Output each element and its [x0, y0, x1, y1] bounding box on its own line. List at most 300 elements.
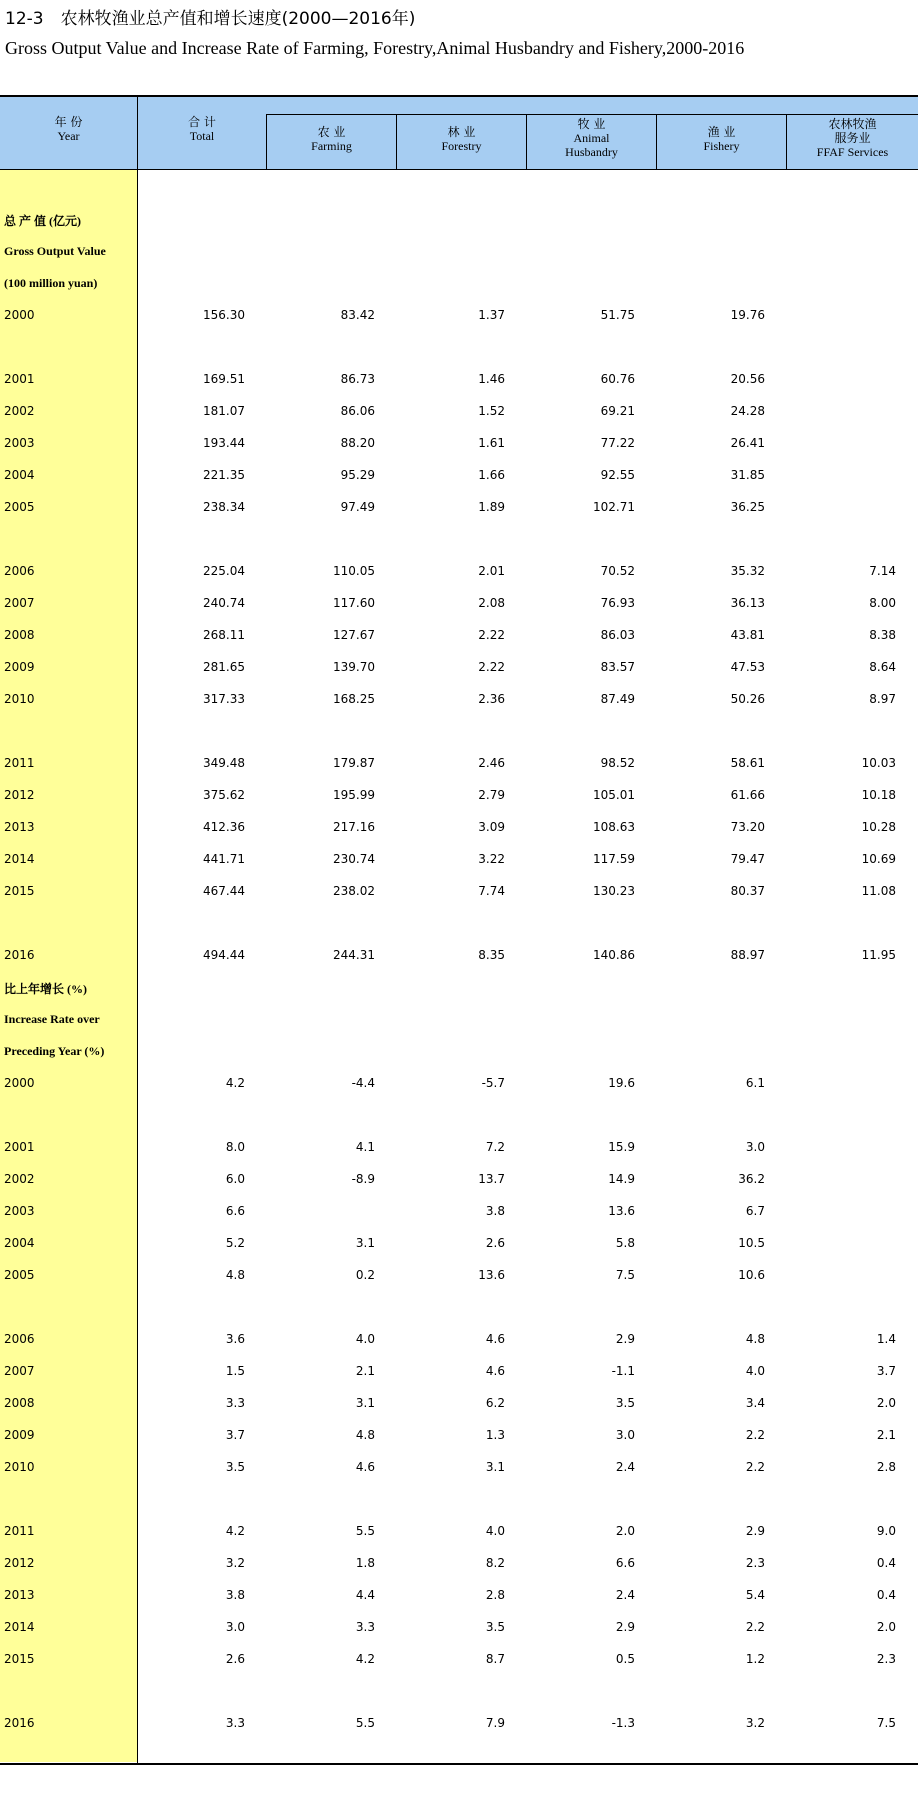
section-label: Preceding Year (%): [4, 1044, 105, 1058]
total-cell: 3.6: [225, 1332, 245, 1346]
animal-husbandry-cell: 2.9: [615, 1332, 635, 1346]
ffaf-services-cell: 11.08: [861, 884, 896, 898]
animal-husbandry-cell: 92.55: [600, 468, 635, 482]
table-row: [0, 1649, 918, 1669]
animal-husbandry-cell: 98.52: [600, 756, 635, 770]
header-animal-en-1: Animal: [573, 131, 610, 145]
total-cell: 494.44: [203, 948, 245, 962]
farming-cell: 4.4: [355, 1588, 375, 1602]
forestry-cell: 2.46: [478, 756, 505, 770]
table-row: [0, 561, 918, 581]
fishery-cell: 2.3: [745, 1556, 765, 1570]
total-cell: 6.6: [225, 1204, 245, 1218]
table-row: [0, 1169, 918, 1189]
year-label: 2003: [4, 436, 35, 450]
ffaf-services-cell: 2.0: [876, 1396, 896, 1410]
table-row: [0, 433, 918, 453]
year-label: 2014: [4, 852, 35, 866]
header-divider: [266, 114, 267, 169]
year-label: 2004: [4, 468, 35, 482]
ffaf-services-cell: 8.38: [869, 628, 896, 642]
forestry-cell: 4.0: [485, 1524, 505, 1538]
forestry-cell: 2.6: [485, 1236, 505, 1250]
fishery-cell: 20.56: [730, 372, 765, 386]
table-row: [0, 817, 918, 837]
animal-husbandry-cell: 51.75: [600, 308, 635, 322]
forestry-cell: 2.79: [478, 788, 505, 802]
ffaf-services-cell: 8.97: [869, 692, 896, 706]
section-label: 总 产 值 (亿元): [4, 214, 81, 228]
fishery-cell: 61.66: [730, 788, 765, 802]
year-label: 2002: [4, 404, 35, 418]
ffaf-services-cell: 10.18: [861, 788, 896, 802]
ffaf-services-cell: 7.14: [869, 564, 896, 578]
section-label-row: [0, 1009, 918, 1029]
fishery-cell: 79.47: [730, 852, 765, 866]
table-row: [0, 305, 918, 325]
farming-cell: 4.6: [355, 1460, 375, 1474]
section-label-row: [0, 209, 918, 229]
forestry-cell: 1.52: [478, 404, 505, 418]
total-cell: 2.6: [225, 1652, 245, 1666]
year-label: 2008: [4, 628, 35, 642]
year-label: 2003: [4, 1204, 35, 1218]
year-label: 2000: [4, 308, 35, 322]
ffaf-services-cell: 10.28: [861, 820, 896, 834]
animal-husbandry-cell: 0.5: [615, 1652, 635, 1666]
farming-cell: 127.67: [333, 628, 375, 642]
header-forestry: [397, 125, 526, 153]
farming-cell: 110.05: [333, 564, 375, 578]
forestry-cell: 6.2: [485, 1396, 505, 1410]
table-row: [0, 465, 918, 485]
fishery-cell: 3.2: [745, 1716, 765, 1730]
animal-husbandry-cell: 3.0: [615, 1428, 635, 1442]
year-label: 2009: [4, 1428, 35, 1442]
animal-husbandry-cell: 2.4: [615, 1588, 635, 1602]
fishery-cell: 2.2: [745, 1460, 765, 1474]
section-label-row: [0, 977, 918, 997]
table-row: [0, 1585, 918, 1605]
year-label: 2005: [4, 1268, 35, 1282]
total-cell: 3.2: [225, 1556, 245, 1570]
fishery-cell: 6.7: [745, 1204, 765, 1218]
farming-cell: 4.1: [355, 1140, 375, 1154]
animal-husbandry-cell: 13.6: [608, 1204, 635, 1218]
year-label: 2010: [4, 1460, 35, 1474]
table-bottom-rule: [0, 1763, 918, 1765]
forestry-cell: 8.7: [485, 1652, 505, 1666]
fishery-cell: 26.41: [730, 436, 765, 450]
header-ffaf-services: [787, 117, 918, 159]
forestry-cell: 1.61: [478, 436, 505, 450]
fishery-cell: 2.2: [745, 1428, 765, 1442]
table-row: [0, 1361, 918, 1381]
year-label: 2006: [4, 1332, 35, 1346]
forestry-cell: 1.3: [485, 1428, 505, 1442]
fishery-cell: 73.20: [730, 820, 765, 834]
animal-husbandry-cell: 105.01: [593, 788, 635, 802]
fishery-cell: 1.2: [745, 1652, 765, 1666]
animal-husbandry-cell: -1.1: [611, 1364, 635, 1378]
ffaf-services-cell: 2.0: [876, 1620, 896, 1634]
table-row: [0, 1201, 918, 1221]
table-row: [0, 753, 918, 773]
fishery-cell: 2.2: [745, 1620, 765, 1634]
fishery-cell: 80.37: [730, 884, 765, 898]
header-farming: [267, 125, 396, 153]
forestry-cell: 2.22: [478, 628, 505, 642]
header-services-en: FFAF Services: [816, 145, 889, 159]
forestry-cell: 13.6: [478, 1268, 505, 1282]
total-cell: 3.8: [225, 1588, 245, 1602]
fishery-cell: 36.13: [730, 596, 765, 610]
animal-husbandry-cell: 77.22: [600, 436, 635, 450]
animal-husbandry-cell: 76.93: [600, 596, 635, 610]
farming-cell: 5.5: [355, 1524, 375, 1538]
table-title-chinese: 12-3 农林牧渔业总产值和增长速度(2000—2016年): [5, 9, 416, 29]
farming-cell: 4.8: [355, 1428, 375, 1442]
table-row: [0, 401, 918, 421]
fishery-cell: 2.9: [745, 1524, 765, 1538]
year-label: 2015: [4, 884, 35, 898]
animal-husbandry-cell: 108.63: [593, 820, 635, 834]
fishery-cell: 58.61: [730, 756, 765, 770]
year-label: 2013: [4, 1588, 35, 1602]
table-row: [0, 657, 918, 677]
animal-husbandry-cell: 5.8: [615, 1236, 635, 1250]
animal-husbandry-cell: 14.9: [608, 1172, 635, 1186]
animal-husbandry-cell: 19.6: [608, 1076, 635, 1090]
year-label: 2007: [4, 1364, 35, 1378]
forestry-cell: 2.08: [478, 596, 505, 610]
animal-husbandry-cell: 86.03: [600, 628, 635, 642]
farming-cell: 88.20: [340, 436, 375, 450]
fishery-cell: 3.4: [745, 1396, 765, 1410]
animal-husbandry-cell: 69.21: [600, 404, 635, 418]
ffaf-services-cell: 2.8: [876, 1460, 896, 1474]
farming-cell: 1.8: [355, 1556, 375, 1570]
farming-cell: 3.3: [355, 1620, 375, 1634]
animal-husbandry-cell: -1.3: [611, 1716, 635, 1730]
farming-cell: 168.25: [333, 692, 375, 706]
total-cell: 3.3: [225, 1396, 245, 1410]
forestry-cell: 3.1: [485, 1460, 505, 1474]
table-title-english: Gross Output Value and Increase Rate of Farming, Forestry,Animal Husbandry and Fishery,2000-2016: [5, 38, 745, 58]
year-label: 2012: [4, 788, 35, 802]
total-cell: 281.65: [203, 660, 245, 674]
total-cell: 317.33: [203, 692, 245, 706]
year-label: 2015: [4, 1652, 35, 1666]
fishery-cell: 6.1: [745, 1076, 765, 1090]
section-label: Increase Rate over: [4, 1012, 100, 1026]
total-cell: 156.30: [203, 308, 245, 322]
header-divider: [656, 114, 657, 169]
animal-husbandry-cell: 70.52: [600, 564, 635, 578]
table-row: [0, 945, 918, 965]
ffaf-services-cell: 10.03: [861, 756, 896, 770]
forestry-cell: 2.36: [478, 692, 505, 706]
animal-husbandry-cell: 87.49: [600, 692, 635, 706]
table-row: [0, 1425, 918, 1445]
farming-cell: 179.87: [333, 756, 375, 770]
farming-cell: 83.42: [340, 308, 375, 322]
total-cell: 4.2: [225, 1524, 245, 1538]
farming-cell: 3.1: [355, 1396, 375, 1410]
header-year: [0, 115, 137, 143]
section-label: (100 million yuan): [4, 276, 98, 290]
farming-cell: 5.5: [355, 1716, 375, 1730]
farming-cell: 0.2: [355, 1268, 375, 1282]
year-label: 2010: [4, 692, 35, 706]
total-cell: 3.0: [225, 1620, 245, 1634]
forestry-cell: 3.8: [485, 1204, 505, 1218]
year-label: 2000: [4, 1076, 35, 1090]
forestry-cell: 2.8: [485, 1588, 505, 1602]
farming-cell: 97.49: [340, 500, 375, 514]
year-label: 2014: [4, 1620, 35, 1634]
header-year-cn: 年 份: [54, 115, 83, 129]
forestry-cell: 3.5: [485, 1620, 505, 1634]
animal-husbandry-cell: 6.6: [615, 1556, 635, 1570]
animal-husbandry-cell: 2.0: [615, 1524, 635, 1538]
ffaf-services-cell: 8.00: [869, 596, 896, 610]
table-row: [0, 593, 918, 613]
header-services-cn-1: 农林牧渔: [828, 117, 877, 131]
fishery-cell: 50.26: [730, 692, 765, 706]
total-cell: 5.2: [225, 1236, 245, 1250]
forestry-cell: 7.9: [485, 1716, 505, 1730]
animal-husbandry-cell: 102.71: [593, 500, 635, 514]
ffaf-services-cell: 0.4: [876, 1588, 896, 1602]
ffaf-services-cell: 10.69: [861, 852, 896, 866]
farming-cell: -8.9: [351, 1172, 375, 1186]
farming-cell: 2.1: [355, 1364, 375, 1378]
farming-cell: -4.4: [351, 1076, 375, 1090]
header-divider: [396, 114, 397, 169]
ffaf-services-cell: 1.4: [876, 1332, 896, 1346]
table-row: [0, 369, 918, 389]
total-cell: 221.35: [203, 468, 245, 482]
table-row: [0, 1329, 918, 1349]
total-cell: 4.2: [225, 1076, 245, 1090]
farming-cell: 139.70: [333, 660, 375, 674]
animal-husbandry-cell: 83.57: [600, 660, 635, 674]
forestry-cell: 2.22: [478, 660, 505, 674]
year-label: 2001: [4, 372, 35, 386]
year-label: 2008: [4, 1396, 35, 1410]
fishery-cell: 3.0: [745, 1140, 765, 1154]
ffaf-services-cell: 8.64: [869, 660, 896, 674]
forestry-cell: 8.35: [478, 948, 505, 962]
animal-husbandry-cell: 117.59: [593, 852, 635, 866]
table-row: [0, 1553, 918, 1573]
fishery-cell: 36.25: [730, 500, 765, 514]
table-row: [0, 1713, 918, 1733]
ffaf-services-cell: 2.3: [876, 1652, 896, 1666]
year-label: 2016: [4, 1716, 35, 1730]
header-total-cn: 合 计: [188, 115, 216, 129]
table-row: [0, 1233, 918, 1253]
animal-husbandry-cell: 140.86: [593, 948, 635, 962]
header-divider: [526, 114, 527, 169]
forestry-cell: 1.37: [478, 308, 505, 322]
fishery-cell: 19.76: [730, 308, 765, 322]
header-forestry-en: Forestry: [441, 139, 482, 153]
header-fishery: [657, 125, 786, 153]
animal-husbandry-cell: 3.5: [615, 1396, 635, 1410]
header-fishery-en: Fishery: [703, 139, 740, 153]
farming-cell: 230.74: [333, 852, 375, 866]
header-forestry-cn: 林 业: [447, 125, 476, 139]
forestry-cell: 7.2: [485, 1140, 505, 1154]
year-label: 2004: [4, 1236, 35, 1250]
total-cell: 238.34: [203, 500, 245, 514]
total-cell: 240.74: [203, 596, 245, 610]
year-label: 2013: [4, 820, 35, 834]
farming-cell: 3.1: [355, 1236, 375, 1250]
header-total-en: Total: [189, 129, 215, 143]
year-label: 2009: [4, 660, 35, 674]
fishery-cell: 31.85: [730, 468, 765, 482]
header-animal-cn: 牧 业: [577, 117, 606, 131]
header-divider: [786, 114, 787, 169]
animal-husbandry-cell: 2.9: [615, 1620, 635, 1634]
table-row: [0, 1457, 918, 1477]
farming-cell: 95.29: [340, 468, 375, 482]
forestry-cell: 8.2: [485, 1556, 505, 1570]
fishery-cell: 10.6: [738, 1268, 765, 1282]
forestry-cell: 1.66: [478, 468, 505, 482]
fishery-cell: 4.8: [745, 1332, 765, 1346]
section-label-row: [0, 273, 918, 293]
year-label: 2001: [4, 1140, 35, 1154]
total-cell: 181.07: [203, 404, 245, 418]
total-cell: 225.04: [203, 564, 245, 578]
fishery-cell: 36.2: [738, 1172, 765, 1186]
total-cell: 375.62: [203, 788, 245, 802]
year-label: 2012: [4, 1556, 35, 1570]
section-label-row: [0, 1041, 918, 1061]
year-label: 2011: [4, 756, 35, 770]
header-total: [138, 115, 266, 143]
total-cell: 467.44: [203, 884, 245, 898]
forestry-cell: 3.09: [478, 820, 505, 834]
forestry-cell: -5.7: [481, 1076, 505, 1090]
fishery-cell: 24.28: [730, 404, 765, 418]
ffaf-services-cell: 3.7: [876, 1364, 896, 1378]
table-row: [0, 785, 918, 805]
ffaf-services-cell: 11.95: [861, 948, 896, 962]
table-row: [0, 497, 918, 517]
total-cell: 412.36: [203, 820, 245, 834]
farming-cell: 4.0: [355, 1332, 375, 1346]
farming-cell: 195.99: [333, 788, 375, 802]
animal-husbandry-cell: 2.4: [615, 1460, 635, 1474]
table-row: [0, 1393, 918, 1413]
year-label: 2002: [4, 1172, 35, 1186]
forestry-cell: 3.22: [478, 852, 505, 866]
total-cell: 3.3: [225, 1716, 245, 1730]
header-services-cn-2: 服务业: [834, 131, 871, 145]
fishery-cell: 43.81: [730, 628, 765, 642]
total-cell: 268.11: [203, 628, 245, 642]
farming-cell: 86.73: [340, 372, 375, 386]
section-label: Gross Output Value: [4, 244, 106, 258]
header-farming-en: Farming: [311, 139, 352, 153]
ffaf-services-cell: 0.4: [876, 1556, 896, 1570]
section-label: 比上年增长 (%): [4, 982, 87, 996]
total-cell: 193.44: [203, 436, 245, 450]
total-cell: 6.0: [225, 1172, 245, 1186]
forestry-cell: 7.74: [478, 884, 505, 898]
fishery-cell: 35.32: [730, 564, 765, 578]
forestry-cell: 2.01: [478, 564, 505, 578]
farming-cell: 117.60: [333, 596, 375, 610]
section-label-row: [0, 241, 918, 261]
total-cell: 3.7: [225, 1428, 245, 1442]
table-row: [0, 1265, 918, 1285]
table-row: [0, 849, 918, 869]
animal-husbandry-cell: 15.9: [608, 1140, 635, 1154]
farming-cell: 217.16: [333, 820, 375, 834]
year-label: 2016: [4, 948, 35, 962]
total-cell: 441.71: [203, 852, 245, 866]
header-farming-cn: 农 业: [317, 125, 346, 139]
table-row: [0, 1617, 918, 1637]
forestry-cell: 4.6: [485, 1332, 505, 1346]
year-label: 2006: [4, 564, 35, 578]
forestry-cell: 1.89: [478, 500, 505, 514]
fishery-cell: 4.0: [745, 1364, 765, 1378]
farming-cell: 4.2: [355, 1652, 375, 1666]
forestry-cell: 13.7: [478, 1172, 505, 1186]
header-fishery-cn: 渔 业: [707, 125, 736, 139]
total-cell: 4.8: [225, 1268, 245, 1282]
header-divider: [137, 97, 138, 169]
farming-cell: 238.02: [333, 884, 375, 898]
ffaf-services-cell: 2.1: [876, 1428, 896, 1442]
forestry-cell: 4.6: [485, 1364, 505, 1378]
animal-husbandry-cell: 130.23: [593, 884, 635, 898]
header-animal-en-2: Husbandry: [565, 145, 618, 159]
total-cell: 169.51: [203, 372, 245, 386]
total-cell: 8.0: [225, 1140, 245, 1154]
ffaf-services-cell: 7.5: [876, 1716, 896, 1730]
farming-cell: 86.06: [340, 404, 375, 418]
forestry-cell: 1.46: [478, 372, 505, 386]
header-animal-husbandry: [527, 117, 656, 159]
year-label: 2007: [4, 596, 35, 610]
total-cell: 349.48: [203, 756, 245, 770]
fishery-cell: 47.53: [730, 660, 765, 674]
year-label: 2011: [4, 1524, 35, 1538]
header-year-en: Year: [57, 129, 80, 143]
year-label: 2005: [4, 500, 35, 514]
table-row: [0, 689, 918, 709]
header-subgroup-rule: [266, 114, 918, 115]
table-row: [0, 1521, 918, 1541]
table-row: [0, 625, 918, 645]
farming-cell: 244.31: [333, 948, 375, 962]
table-row: [0, 881, 918, 901]
animal-husbandry-cell: 7.5: [615, 1268, 635, 1282]
total-cell: 3.5: [225, 1460, 245, 1474]
total-cell: 1.5: [225, 1364, 245, 1378]
fishery-cell: 5.4: [745, 1588, 765, 1602]
table-row: [0, 1073, 918, 1093]
animal-husbandry-cell: 60.76: [600, 372, 635, 386]
